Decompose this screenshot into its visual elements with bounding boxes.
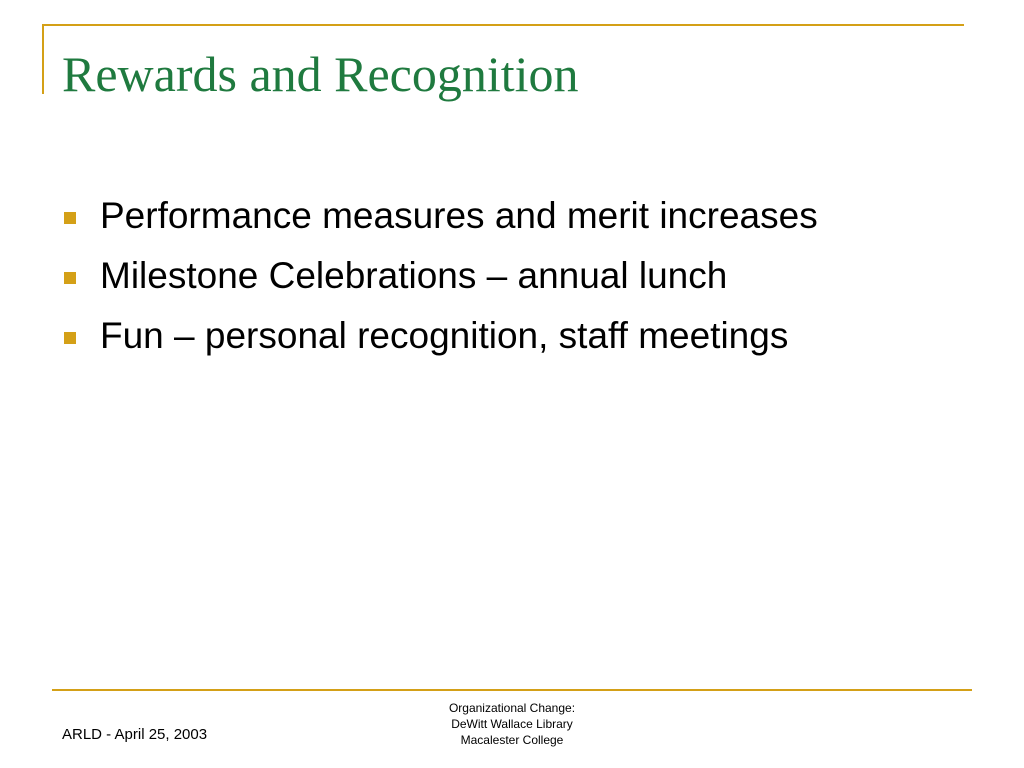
square-bullet-icon bbox=[64, 332, 76, 344]
slide-title: Rewards and Recognition bbox=[62, 46, 579, 102]
bullet-item bbox=[64, 306, 818, 366]
left-frame-line bbox=[42, 24, 44, 94]
top-frame-line bbox=[42, 24, 964, 26]
bullet-text: Performance measures and merit increases bbox=[100, 195, 818, 236]
bullet-item bbox=[64, 246, 818, 306]
footer-organization bbox=[412, 700, 612, 748]
footer-line: Organizational Change: bbox=[448, 701, 576, 715]
footer-date: ARLD - April 25, 2003 bbox=[62, 726, 208, 743]
footer-line: DeWitt Wallace Library bbox=[451, 717, 573, 731]
bullet-item bbox=[64, 186, 818, 246]
footer-line: Macalester College bbox=[460, 733, 564, 747]
bullet-list bbox=[64, 186, 818, 366]
square-bullet-icon bbox=[64, 272, 76, 284]
footer-divider bbox=[52, 689, 972, 691]
bullet-text: Milestone Celebrations – annual lunch bbox=[100, 255, 728, 296]
square-bullet-icon bbox=[64, 212, 76, 224]
bullet-text: Fun – personal recognition, staff meetings bbox=[100, 315, 789, 356]
